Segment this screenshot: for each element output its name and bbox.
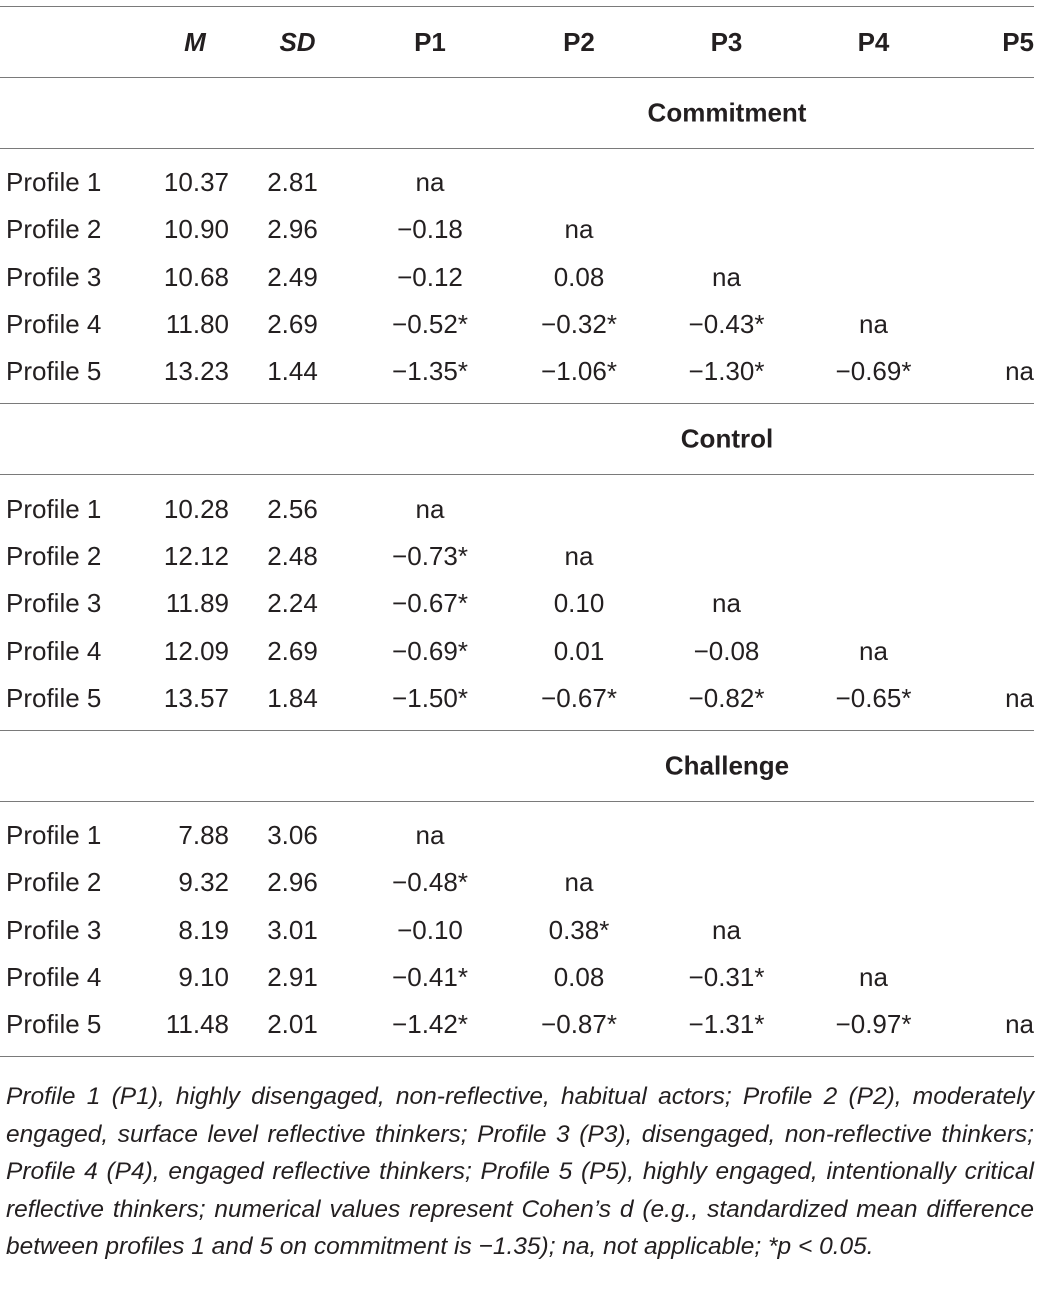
cell-sd: 2.69 [267,635,318,666]
cell-m: 11.80 [165,309,229,340]
cell-p3: −1.30* [688,356,765,387]
cell-p5 [947,580,1034,627]
row-label: Profile 1 [6,820,102,851]
cell-p4: −0.69* [835,356,912,387]
row-label: Profile 3 [6,914,102,945]
cell-sd: 2.96 [267,214,318,245]
cell-p1: −0.52* [392,309,468,340]
row-label: Profile 1 [6,167,102,198]
cell-p4 [800,254,947,301]
table-header-row [0,7,1034,78]
cell-sd: 2.56 [267,493,318,524]
cell-p3: −0.31* [688,962,765,992]
section-header-row [0,78,1034,149]
cell-p2: na [564,214,594,245]
cell-p1: na [415,820,445,851]
table-row [0,149,1034,207]
cell-m: 11.89 [165,588,229,619]
cell-p2: −0.87* [541,1009,617,1040]
cell-p4 [800,533,947,580]
cell-sd: 2.01 [267,1009,318,1040]
header-p2: P2 [563,26,595,57]
cell-p1: −0.41* [392,962,468,992]
header-p5: P5 [1002,26,1034,57]
cell-p5 [947,475,1034,533]
cell-p5 [947,149,1034,207]
table-row [0,206,1034,253]
cell-p3: na [712,261,741,292]
row-label: Profile 5 [6,356,102,387]
cell-p3 [653,533,800,580]
cell-p1: na [415,167,445,198]
cell-p1: −0.10 [397,914,463,945]
cell-m: 11.48 [165,1009,229,1040]
cell-p5 [947,254,1034,301]
cell-p2: −0.67* [541,682,617,713]
profile-comparison-table [0,6,1034,1057]
cell-p2: na [564,540,594,571]
cell-m: 13.23 [163,356,229,387]
row-label: Profile 5 [6,1009,102,1040]
table-row [0,533,1034,580]
cell-p2: −1.06* [541,356,617,387]
cell-p1: −1.50* [392,682,468,713]
cell-p3 [653,206,800,253]
cell-p2 [505,801,653,859]
cell-m: 8.19 [178,914,229,945]
table-row [0,801,1034,859]
cell-sd: 2.81 [267,167,318,198]
row-label: Profile 2 [6,867,102,898]
table-row [0,254,1034,301]
cell-sd: 2.96 [267,867,318,898]
cell-p1: −1.42* [392,1009,468,1040]
cell-m: 10.90 [163,214,229,245]
table-row [0,859,1034,906]
table-row [0,475,1034,533]
cell-p3: na [712,588,741,619]
table-row [0,580,1034,627]
row-label: Profile 4 [6,635,102,666]
cell-p3: −1.31* [688,1009,765,1040]
cell-p2: −0.32* [541,309,617,340]
cell-p4 [800,149,947,207]
cell-p5 [947,533,1034,580]
cell-m: 10.37 [163,167,229,198]
cell-sd: 2.91 [267,962,318,992]
cell-p4: na [859,635,888,666]
cell-m: 9.32 [178,867,229,898]
header-p1: P1 [414,26,446,57]
cell-p2: 0.08 [553,962,605,992]
cell-sd: 2.69 [267,309,318,340]
cell-p4: na [859,962,888,992]
cell-p4 [800,580,947,627]
table-row [0,301,1034,348]
table-row [0,627,1034,674]
cell-m: 13.57 [163,682,229,713]
table-row [0,348,1034,404]
section-title: Control [680,423,774,454]
table-footnote: Profile 1 (P1), highly disengaged, non-reflective, habitual actors; Profile 2 (P2), moderately engaged, surface level reflective thinkers; Profile 3 (P3), disengaged, non-reflective thinkers; Profile 4 (P4), engaged reflective thinkers; Profile 5 (P5), highly engaged, intentionally critical reflective thinkers; numerical values represent Cohen’s d (e.g., standardized mean difference between profiles 1 and 5 on commitment is −1.35); na, not applicable; *p < 0.05. [6,1083,1034,1260]
cell-p1: −1.35* [392,356,468,387]
cell-p3 [653,475,800,533]
cell-p4 [800,801,947,859]
cell-p2: 0.10 [553,588,605,619]
cell-sd: 3.06 [267,820,318,851]
cell-p3: na [712,914,741,945]
cell-p4: −0.65* [835,682,912,713]
row-label: Profile 3 [6,261,102,292]
cell-m: 9.10 [178,962,229,992]
cell-p1: −0.67* [392,588,468,619]
table-row [0,954,1034,1001]
section-header-row [0,730,1034,801]
section-title: Challenge [664,750,790,781]
cell-p5 [947,627,1034,674]
header-p3: P3 [710,26,743,57]
cell-p2: na [564,867,594,898]
table-row [0,675,1034,731]
cell-p4 [800,206,947,253]
cell-m: 12.09 [163,635,229,666]
cell-p3: −0.08 [693,635,760,666]
cell-p4 [800,475,947,533]
cell-sd: 1.44 [267,356,318,387]
row-label: Profile 4 [6,309,102,340]
section-title: Commitment [647,97,807,128]
cell-p2: 0.08 [553,261,605,292]
cell-p5 [947,206,1034,253]
cell-sd: 3.01 [267,914,318,945]
cell-p2 [505,475,653,533]
cell-p5 [947,907,1034,954]
cell-p5 [947,954,1034,1001]
cell-p3 [653,801,800,859]
cell-p1: −0.48* [392,867,468,898]
cell-sd: 2.24 [267,588,318,619]
cell-p3 [653,859,800,906]
header-sd: SD [279,26,316,57]
table-row [0,1001,1034,1057]
cell-p4 [800,907,947,954]
cell-p4: −0.97* [835,1009,912,1040]
cell-p5: na [1005,356,1034,387]
row-label: Profile 3 [6,588,102,619]
table-body [0,78,1034,1057]
cell-p1: na [415,493,445,524]
cell-p2 [505,149,653,207]
cell-p2: 0.01 [553,635,605,666]
cell-p3: −0.82* [688,682,765,713]
table-row [0,907,1034,954]
cell-p3 [653,149,800,207]
cell-p5 [947,859,1034,906]
cell-p5 [947,801,1034,859]
row-label: Profile 2 [6,540,102,571]
row-label: Profile 5 [6,682,102,713]
cell-p1: −0.73* [392,540,468,571]
row-label: Profile 2 [6,214,102,245]
cell-p2: 0.38* [548,914,610,945]
header-m: M [184,26,206,57]
cell-sd: 2.48 [267,540,318,571]
cell-sd: 2.49 [267,261,318,292]
header-label [0,7,150,78]
cell-m: 10.28 [163,493,229,524]
header-p4: P4 [857,26,890,57]
section-header-row [0,404,1034,475]
cell-p5: na [1005,682,1034,713]
cell-p1: −0.12 [397,261,463,292]
row-label: Profile 1 [6,493,102,524]
cell-p3: −0.43* [688,309,765,340]
cell-sd: 1.84 [267,682,318,713]
cell-m: 12.12 [163,540,229,571]
cell-p1: −0.69* [392,635,468,666]
cell-p5 [947,301,1034,348]
cell-p4: na [859,309,888,340]
cell-p5: na [1005,1009,1034,1040]
cell-p1: −0.18 [397,214,463,245]
cell-m: 10.68 [163,261,229,292]
cell-m: 7.88 [178,820,229,851]
row-label: Profile 4 [6,962,102,992]
cell-p4 [800,859,947,906]
